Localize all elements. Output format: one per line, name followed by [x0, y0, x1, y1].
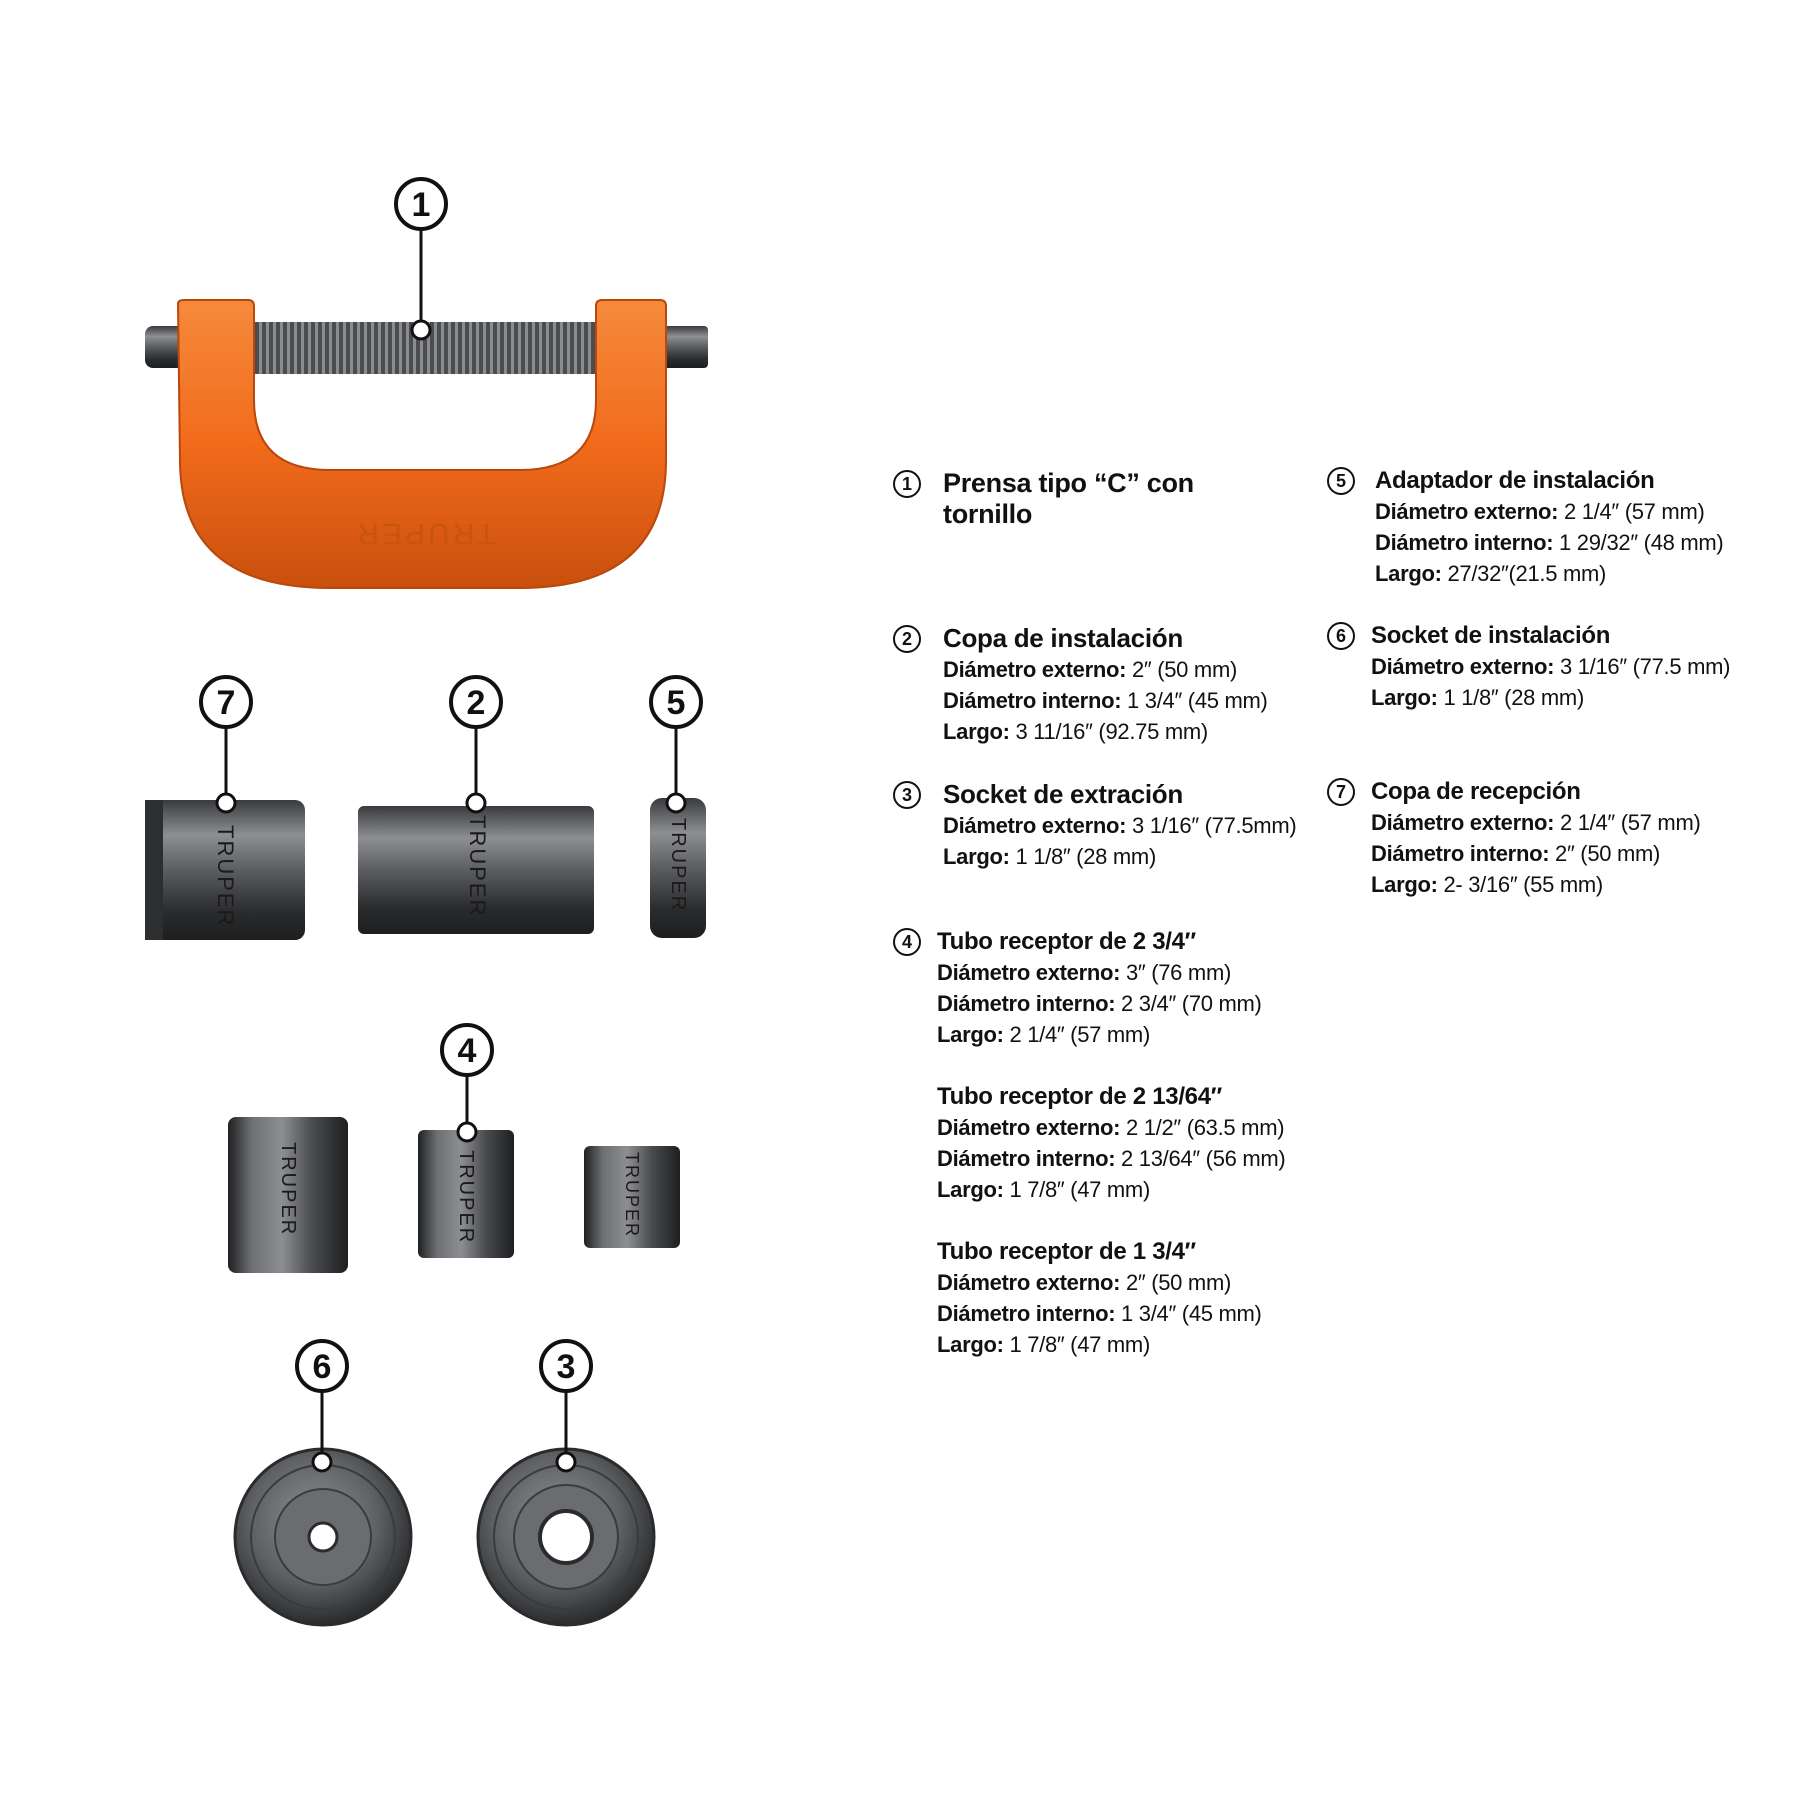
socket-de-instalacion	[235, 1449, 411, 1625]
copa-de-instalacion	[358, 806, 594, 934]
brand-mark: TRUPER	[622, 1152, 642, 1239]
spec-7-number: 7	[1327, 778, 1355, 806]
spec-1-title: Prensa tipo “C” con tornillo	[943, 468, 1194, 529]
brand-mark: TRUPER	[465, 815, 490, 918]
spec-3	[893, 779, 1313, 872]
c-clamp	[145, 300, 708, 588]
callout-3	[541, 1341, 591, 1391]
callout-3-number: 3	[556, 1348, 576, 1386]
spec-3-line: Largo: 1 1/8″ (28 mm)	[943, 844, 1156, 869]
spec-2-line: Diámetro externo: 2″ (50 mm)	[943, 657, 1238, 682]
callout-5-number: 5	[666, 684, 686, 722]
callout-2	[451, 677, 501, 727]
callout-4	[442, 1025, 492, 1075]
spec-4-group-title: Tubo receptor de 1 3/4″	[937, 1238, 1196, 1265]
spec-5-title: Adaptador de instalación	[1375, 467, 1655, 494]
spec-2-number: 2	[893, 625, 921, 653]
spec-1-number: 1	[893, 470, 921, 498]
callout-1	[396, 179, 446, 229]
callout-4-number: 4	[457, 1032, 477, 1070]
brand-mark: TRUPER	[277, 1142, 299, 1237]
callout-5	[651, 677, 701, 727]
tubos-receptores	[228, 1117, 680, 1273]
spec-6-number: 6	[1327, 622, 1355, 650]
spec-3-number: 3	[893, 781, 921, 809]
spec-7-title: Copa de recepción	[1371, 778, 1581, 805]
spec-5-number: 5	[1327, 467, 1355, 495]
spec-6: 6 Socket de instalación Diámetro externo: 3 1/16″ (77.5 mm) Largo: 1 1/8″ (28 mm)	[1327, 620, 1767, 713]
brand-mark: TRUPER	[213, 825, 238, 928]
spec-7: 7 Copa de recepción Diámetro externo: 2 1/4″ (57 mm) Diámetro interno: 2″ (50 mm) Largo: 2- 3/16″ (55 mm)	[1327, 776, 1767, 900]
adaptador-de-instalacion	[650, 798, 706, 938]
spec-3-title: Socket de extración	[943, 779, 1183, 809]
spec-2-line: Diámetro interno: 1 3/4″ (45 mm)	[943, 688, 1268, 713]
callout-6-number: 6	[312, 1348, 332, 1386]
spec-4: 4 Tubo receptor de 2 3/4″ Diámetro externo: 3″ (76 mm) Diámetro interno: 2 3/4″ (70 mm) Largo: 2 1/4″ (57 mm) Tubo receptor de 2 13/64″ Diámetro externo: 2 1/2″ (63.5 mm) Diámetro interno: 2 13/64″ (56 mm) Largo: 1 7/8″ (47 mm) Tubo receptor de 1 3/4″ Diámetro externo: 2″ (50 mm) Diámetro interno: 1 3/4″ (45 mm) Largo: 1 7/8″ (47 mm)	[893, 926, 1313, 1360]
spec-5: 5 Adaptador de instalación Diámetro externo: 2 1/4″ (57 mm) Diámetro interno: 1 29/32″ (48 mm) Largo: 27/32″(21.5 mm)	[1327, 465, 1767, 589]
spec-4-group-title: Tubo receptor de 2 13/64″	[937, 1083, 1222, 1110]
spec-4-number: 4	[893, 928, 921, 956]
spec-4-group-title: Tubo receptor de 2 3/4″	[937, 928, 1196, 955]
callout-1-number: 1	[411, 186, 431, 224]
copa-de-recepcion	[145, 800, 305, 940]
callout-7-number: 7	[216, 684, 236, 722]
spec-3-line: Diámetro externo: 3 1/16″ (77.5mm)	[943, 813, 1297, 838]
callout-2-number: 2	[466, 684, 486, 722]
socket-de-extracion	[478, 1449, 654, 1625]
brand-mark: TRUPER	[455, 1150, 477, 1245]
spec-1	[893, 468, 1273, 530]
brand-mark: TRUPER	[667, 818, 689, 913]
spec-2-line: Largo: 3 11/16″ (92.75 mm)	[943, 719, 1208, 744]
spec-6-title: Socket de instalación	[1371, 622, 1611, 649]
spec-2	[893, 623, 1313, 747]
brand-mark: TRUPER	[354, 517, 496, 550]
callout-6	[297, 1341, 347, 1391]
callout-7	[201, 677, 251, 727]
spec-2-title: Copa de instalación	[943, 623, 1183, 653]
